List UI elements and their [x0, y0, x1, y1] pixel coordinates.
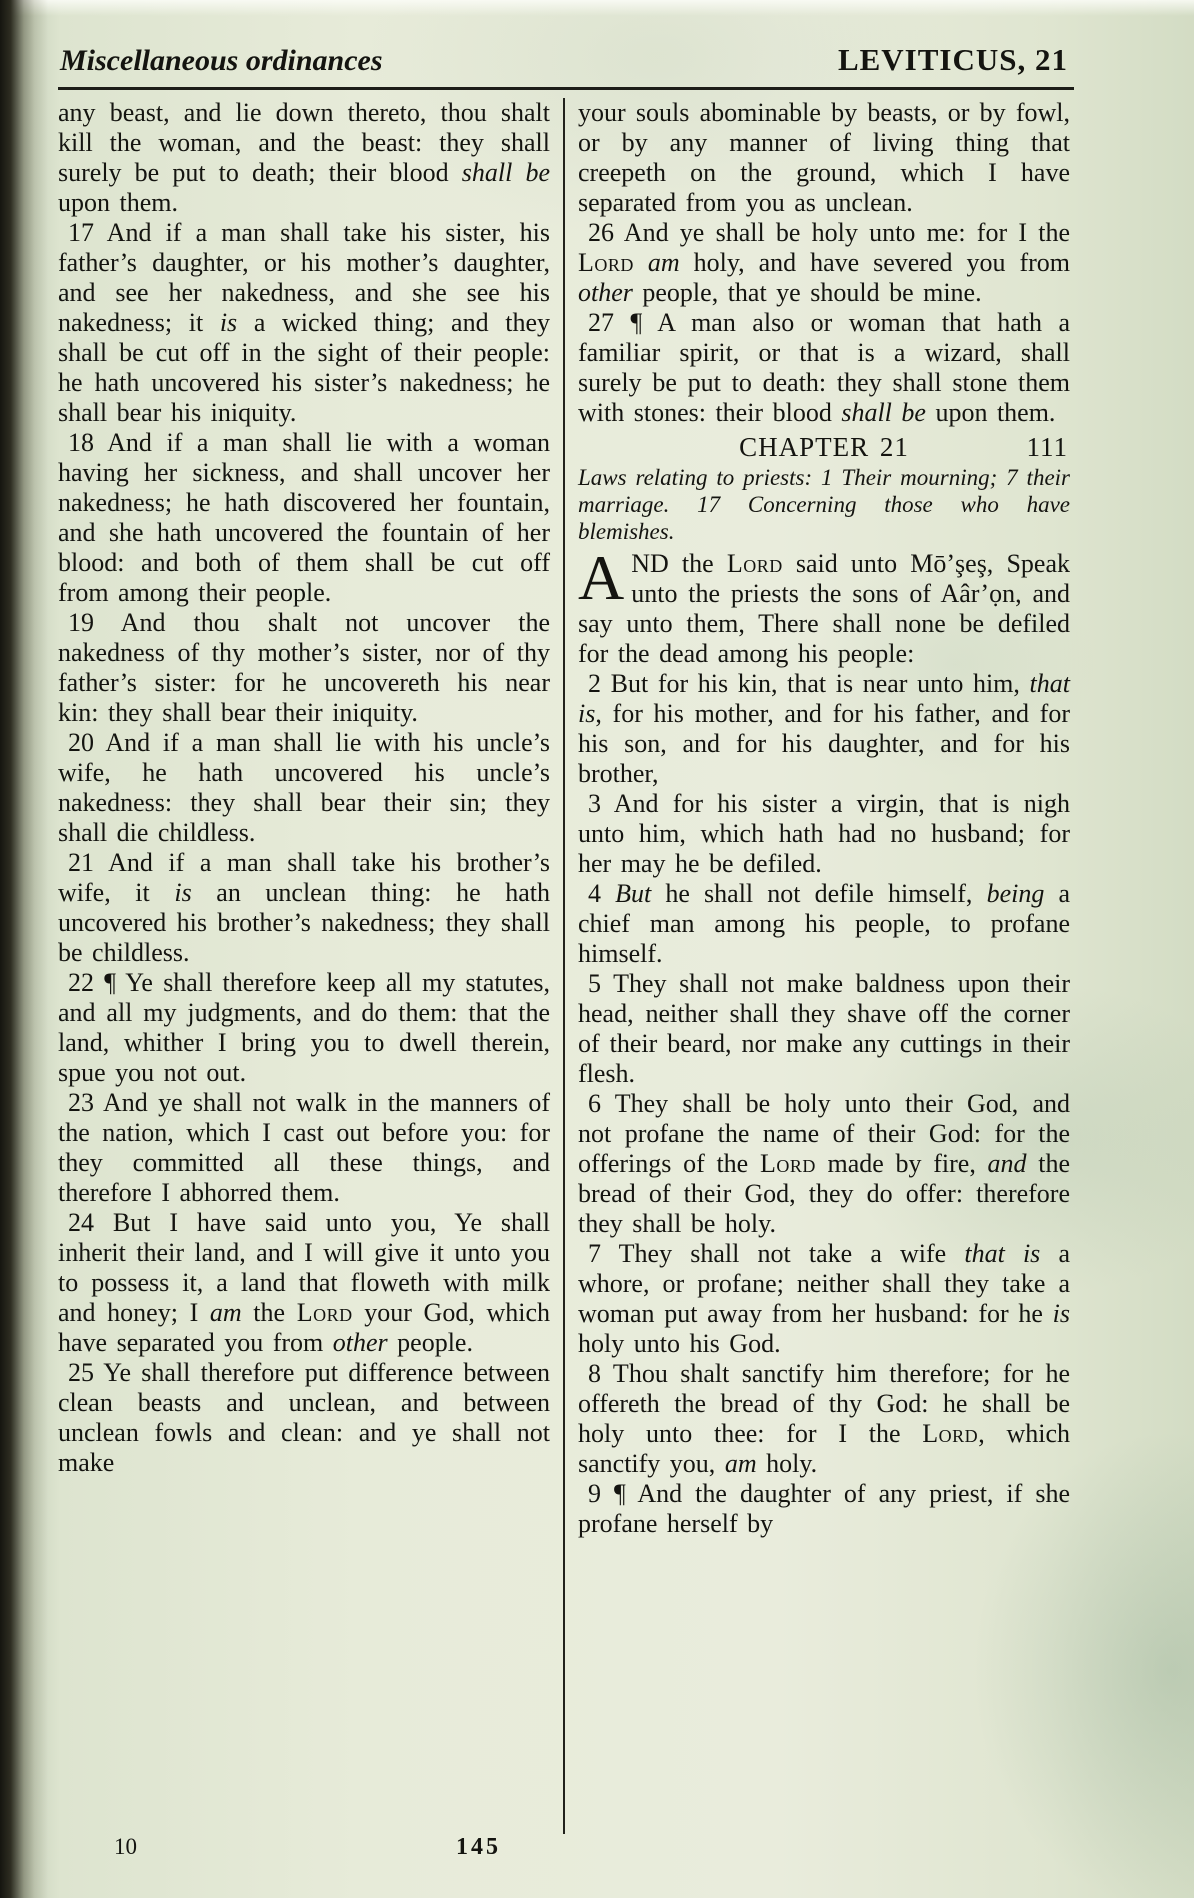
verse-text: , which sanctify you,	[578, 1419, 1070, 1478]
verse-paragraph	[578, 308, 1070, 428]
verse-text: he shall not defile himself,	[651, 879, 987, 908]
header-rule	[58, 87, 1074, 90]
small-caps-word: Lord	[759, 1149, 816, 1178]
book-binding-shadow	[0, 0, 48, 1898]
verse-paragraph	[578, 789, 1070, 879]
verse-text: 25 Ye shall therefore put difference between clean beasts and unclean, and between unclean fowls and clean: and ye shall not make	[58, 1358, 550, 1477]
verse-text	[634, 248, 648, 277]
verse-text: 8 Thou shalt sanctify him therefore; for he offereth the bread of thy God: he shall be holy unto thee: for I the	[578, 1359, 1070, 1448]
verse-text: people, that ye should be mine.	[632, 278, 982, 307]
verse-text: your God, which have separated you from	[58, 1298, 550, 1357]
verse-paragraph	[578, 879, 1070, 969]
verse-text: the	[241, 1298, 297, 1327]
left-column	[58, 98, 550, 1834]
small-caps-word: Lord	[578, 248, 634, 277]
page-content	[58, 42, 1074, 1834]
verse-text: your souls abominable by beasts, or by fowl, or by any manner of living thing that creepeth on the ground, which I have separated from you as unclean.	[578, 98, 1070, 217]
signature-number: 10	[114, 1834, 137, 1859]
italic-word: is	[174, 878, 192, 907]
verse-text: 9 ¶ And the daughter of any priest, if she profane herself by	[578, 1479, 1070, 1538]
chapter-column-number: 111	[1026, 432, 1068, 462]
verse-paragraph	[578, 669, 1070, 789]
verse-paragraph	[58, 848, 550, 968]
verse-text: a chief man among his people, to profane himself.	[578, 879, 1071, 968]
running-header	[58, 42, 1074, 78]
verse-text: holy, and have severed you from	[679, 248, 1071, 277]
verse-paragraph	[578, 1239, 1070, 1359]
verse-text: 27 ¶ A man also or woman that hath a familiar spirit, or that is a wizard, shall surely be put to death: they shall stone them with stones: their blood	[578, 308, 1070, 427]
verse-text: 23 And ye shall not walk in the manners of the nation, which I cast out before you: for they committed all these things, and therefore I abhorred them.	[58, 1088, 550, 1207]
italic-word: Laws relating to priests: 1 Their mourning; 7 their marriage. 17 Concerning those who have blemishes.	[578, 465, 1070, 544]
verse-text: 6 They shall be holy unto their God, and not profane the name of their God: for the offerings of the	[578, 1089, 1070, 1178]
text-columns	[58, 98, 1074, 1834]
drop-cap: A	[578, 542, 625, 613]
italic-word: that is	[964, 1239, 1041, 1268]
verse-paragraph	[58, 1088, 550, 1208]
verse-text: a whore, or profane; neither shall they take a woman put away from her husband: for he	[578, 1239, 1070, 1328]
italic-word: shall be	[461, 158, 550, 187]
italic-word: other	[578, 278, 633, 307]
verse-paragraph	[578, 1089, 1070, 1239]
verse-paragraph-dropcap	[578, 542, 1070, 669]
chapter-summary	[578, 464, 1070, 545]
verse-paragraph	[58, 1358, 550, 1478]
italic-word: is	[219, 308, 238, 337]
verse-text: 24 But I have said unto you, Ye shall inherit their land, and I will give it unto you to possess it, a land that floweth with milk and honey; I	[58, 1208, 550, 1327]
italic-word: am	[647, 248, 680, 277]
verse-text: 18 And if a man shall lie with a woman having her sickness, and shall uncover her nakedness; he hath discovered her fountain, and she hath uncovered the fountain of her blood: and both of them shall be cut off from among their people.	[58, 428, 550, 607]
italic-word: that is	[578, 669, 1070, 728]
verse-text: ND the	[631, 549, 727, 578]
verse-text: upon them.	[58, 188, 178, 217]
verse-text: holy unto his God.	[578, 1329, 781, 1358]
small-caps-word: Lord	[922, 1419, 979, 1448]
verse-text: 20 And if a man shall lie with his uncle’s wife, he hath uncovered his uncle’s nakedness: they shall bear their sin; they shall die childless.	[58, 728, 550, 847]
small-caps-word: Lord	[726, 549, 783, 578]
verse-text: 3 And for his sister a virgin, that is nigh unto him, which hath had no husband; for her may he be defiled.	[578, 789, 1070, 878]
running-header-title: Miscellaneous ordinances	[60, 44, 383, 77]
verse-text: 2 But for his kin, that is near unto him,	[588, 669, 1030, 698]
verse-paragraph	[58, 608, 550, 728]
italic-word: But	[615, 879, 652, 908]
verse-text: 5 They shall not make baldness upon their head, neither shall they shave off the corner of their beard, nor make any cuttings in their flesh.	[578, 969, 1070, 1088]
verse-text: 21 And if a man shall take his brother’s wife, it	[58, 848, 550, 907]
verse-text: the bread of their God, they do offer: therefore they shall be holy.	[578, 1149, 1071, 1238]
verse-paragraph	[58, 968, 550, 1088]
verse-text: said unto Mō’şeş, Speak unto the priests the sons of Aâr’ọn, and say unto them, There shall none be defiled for the dead among his people:	[578, 549, 1070, 668]
italic-word: am	[724, 1449, 757, 1478]
running-header-book-chapter: LEVITICUS, 21	[837, 42, 1068, 77]
italic-word: other	[332, 1328, 388, 1357]
verse-text: 4	[588, 879, 616, 908]
italic-word: being	[986, 879, 1045, 908]
verse-text: 17 And if a man shall take his sister, his father’s daughter, or his mother’s daughter, and see her nakedness, and she see his nakedness; it	[58, 218, 550, 337]
verse-paragraph	[578, 969, 1070, 1089]
verse-paragraph	[58, 428, 550, 608]
small-caps-word: Lord	[296, 1298, 353, 1327]
verse-text: people.	[387, 1328, 473, 1357]
chapter-title: CHAPTER 21	[739, 432, 909, 462]
verse-text: 22 ¶ Ye shall therefore keep all my statutes, and all my judgments, and do them: that the land, whither I bring you to dwell therein, spue you not out.	[58, 968, 550, 1087]
verse-text: , for his mother, and for his father, and for his son, and for his daughter, and for his brother,	[578, 699, 1070, 788]
verse-paragraph	[58, 1208, 550, 1358]
verse-text: a wicked thing; and they shall be cut off in the sight of their people: he hath uncovered his sister’s nakedness; he shall bear his iniquity.	[58, 308, 550, 427]
verse-text: holy.	[756, 1449, 818, 1478]
italic-word: am	[209, 1298, 242, 1327]
verse-text: an unclean thing: he hath uncovered his brother’s nakedness; they shall be childless.	[58, 878, 551, 967]
verse-paragraph	[58, 728, 550, 848]
italic-word: shall be	[841, 398, 926, 427]
verse-paragraph-continuation	[58, 98, 550, 218]
verse-paragraph-continuation	[578, 98, 1070, 218]
verse-text: 7 They shall not take a wife	[588, 1239, 965, 1268]
italic-word: and	[987, 1149, 1027, 1178]
italic-word: is	[1052, 1299, 1070, 1328]
verse-text: 26 And ye shall be holy unto me: for I the	[588, 218, 1070, 247]
verse-paragraph	[578, 1359, 1070, 1479]
verse-text: upon them.	[925, 398, 1056, 427]
verse-text: any beast, and lie down thereto, thou shalt kill the woman, and the beast: they shall surely be put to death; their blood	[58, 98, 550, 187]
column-divider	[563, 98, 565, 1834]
verse-text: 19 And thou shalt not uncover the nakedness of thy mother’s sister, nor of thy father’s sister: for he uncovereth his near kin: they shall bear their iniquity.	[58, 608, 550, 727]
verse-text: made by fire,	[815, 1149, 988, 1178]
chapter-heading	[578, 432, 1070, 462]
right-column	[578, 98, 1070, 1834]
verse-paragraph	[578, 1479, 1070, 1539]
verse-paragraph	[58, 218, 550, 428]
verse-paragraph	[578, 218, 1070, 308]
page-number: 145	[456, 1834, 501, 1860]
